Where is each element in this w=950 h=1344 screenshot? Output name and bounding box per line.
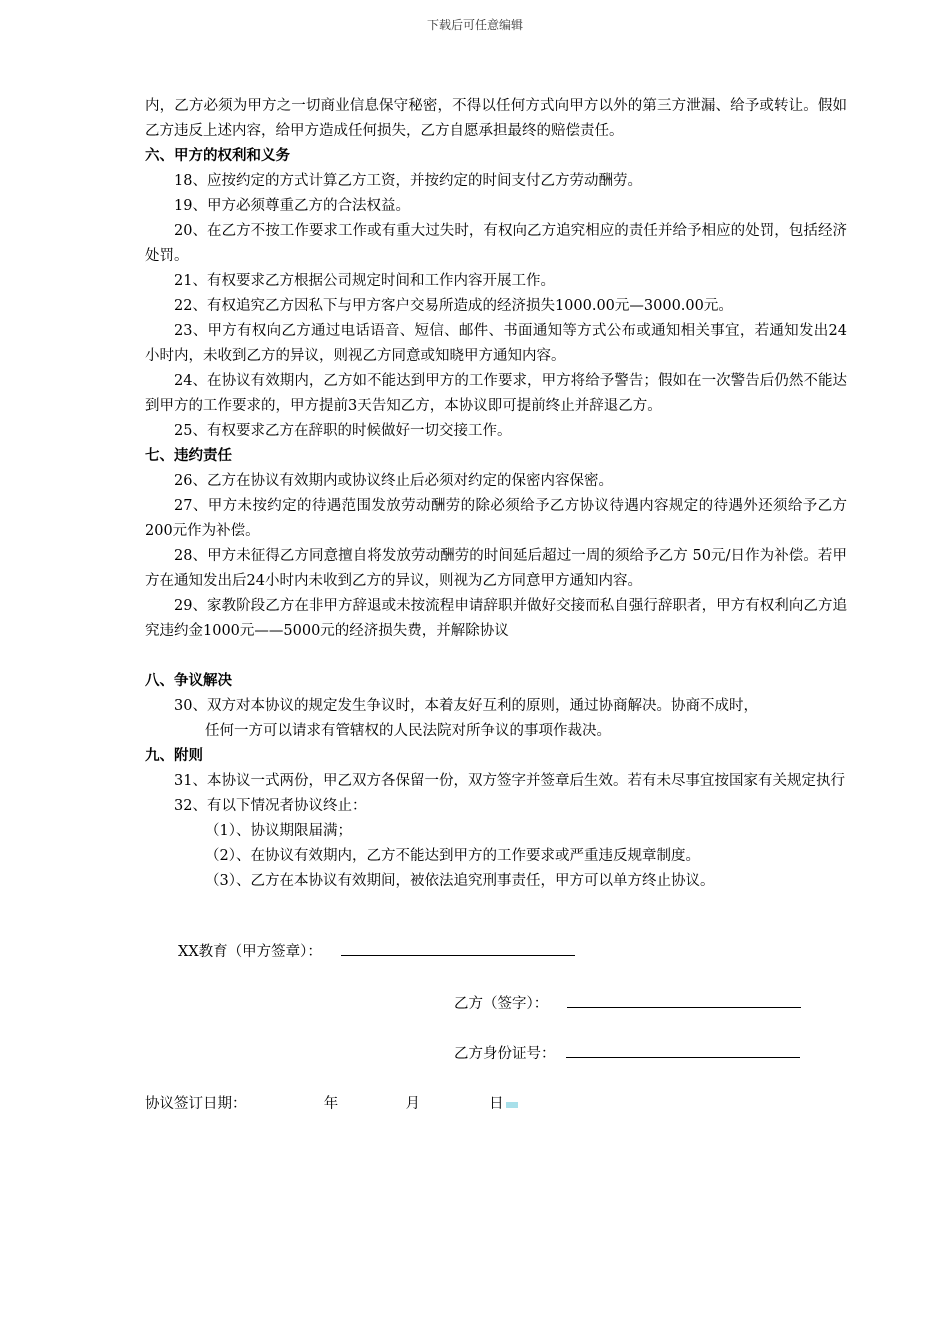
- clause-paragraph: 21、有权要求乙方根据公司规定时间和工作内容开展工作。: [174, 273, 555, 289]
- party-b-id: [454, 1042, 800, 1063]
- party-b-signature-line[interactable]: [567, 993, 801, 1008]
- cursor-highlight: [506, 1102, 518, 1108]
- party-a-signature: [178, 940, 575, 961]
- page-header: 下载后可任意编辑: [426, 18, 523, 32]
- date-year: 年: [323, 1096, 339, 1112]
- date-day: 日: [489, 1096, 504, 1112]
- clause-paragraph: 31、本协议一式两份，甲乙双方各保留一份，双方签字并签章后生效。若有未尽事宜按国家有关规定执行: [174, 773, 845, 789]
- clause-paragraph: 18、应按约定的方式计算乙方工资，并按约定的时间支付乙方劳动酬劳。: [174, 173, 642, 189]
- blank-line: [145, 644, 847, 669]
- clause-paragraph: 32、有以下情况者协议终止：: [174, 798, 367, 814]
- signing-date: [145, 1092, 518, 1113]
- sub-clause: （2）、在协议有效期内，乙方不能达到甲方的工作要求或严重违反规章制度。: [205, 848, 700, 864]
- date-label: 协议签订日期：: [145, 1096, 247, 1112]
- clause-paragraph: 20、在乙方不按工作要求工作或有重大过失时，有权向乙方追究相应的责任并给予相应的处罚，包括经济处罚。: [145, 223, 847, 264]
- clause-paragraph: 28、甲方未征得乙方同意擅自将发放劳动酬劳的时间延后超过一周的须给予乙方 50元/日作为补偿。若甲方在通知发出后24小时内未收到乙方的异议，则视为乙方同意甲方通知内容。: [145, 548, 847, 589]
- clause-paragraph: 26、乙方在协议有效期内或协议终止后必须对约定的保密内容保密。: [174, 473, 613, 489]
- section-heading: 九、附则: [145, 748, 203, 764]
- section-heading: 六、甲方的权利和义务: [145, 148, 290, 164]
- clause-paragraph: 19、甲方必须尊重乙方的合法权益。: [174, 198, 410, 214]
- party-a-signature-line[interactable]: [341, 941, 575, 956]
- clause-paragraph: 23、甲方有权向乙方通过电话语音、短信、邮件、书面通知等方式公布或通知相关事宜，若通知发出24小时内，未收到乙方的异议，则视乙方同意或知晓甲方通知内容。: [145, 323, 847, 364]
- section-heading: 八、争议解决: [145, 673, 232, 689]
- body-paragraph: 内，乙方必须为甲方之一切商业信息保守秘密，不得以任何方式向甲方以外的第三方泄漏、给予或转让。假如乙方违反上述内容，给甲方造成任何损失，乙方自愿承担最终的赔偿责任。: [145, 98, 847, 139]
- party-a-label: XX教育（甲方签章）：: [178, 944, 322, 960]
- agreement-body: [145, 94, 847, 894]
- section-heading: 七、违约责任: [145, 448, 232, 464]
- party-b-signature: [454, 992, 801, 1013]
- clause-paragraph: 22、有权追究乙方因私下与甲方客户交易所造成的经济损失1000.00元—3000.00元。: [174, 298, 733, 314]
- party-b-id-label: 乙方身份证号：: [454, 1046, 556, 1062]
- sub-clause: （3）、乙方在本协议有效期间，被依法追究刑事责任，甲方可以单方终止协议。: [205, 873, 715, 889]
- clause-paragraph: 25、有权要求乙方在辞职的时候做好一切交接工作。: [174, 423, 512, 439]
- party-b-id-line[interactable]: [566, 1043, 800, 1058]
- clause-paragraph: 27、甲方未按约定的待遇范围发放劳动酬劳的除必须给予乙方协议待遇内容规定的待遇外还须给予乙方200元作为补偿。: [145, 498, 847, 539]
- clause-paragraph: 29、家教阶段乙方在非甲方辞退或未按流程申请辞职并做好交接而私自强行辞职者，甲方有权利向乙方追究违约金1000元——5000元的经济损失费，并解除协议: [145, 598, 847, 639]
- clause-paragraph: 30、双方对本协议的规定发生争议时，本着友好互利的原则，通过协商解决。协商不成时，: [174, 698, 758, 714]
- sub-clause: （1）、协议期限届满；: [205, 823, 352, 839]
- party-b-label: 乙方（签字）：: [454, 996, 549, 1012]
- clause-continuation: 任何一方可以请求有管辖权的人民法院对所争议的事项作裁决。: [205, 723, 611, 739]
- date-month: 月: [405, 1096, 420, 1112]
- clause-paragraph: 24、在协议有效期内，乙方如不能达到甲方的工作要求，甲方将给予警告；假如在一次警告后仍然不能达到甲方的工作要求的，甲方提前3天告知乙方，本协议即可提前终止并辞退乙方。: [145, 373, 847, 414]
